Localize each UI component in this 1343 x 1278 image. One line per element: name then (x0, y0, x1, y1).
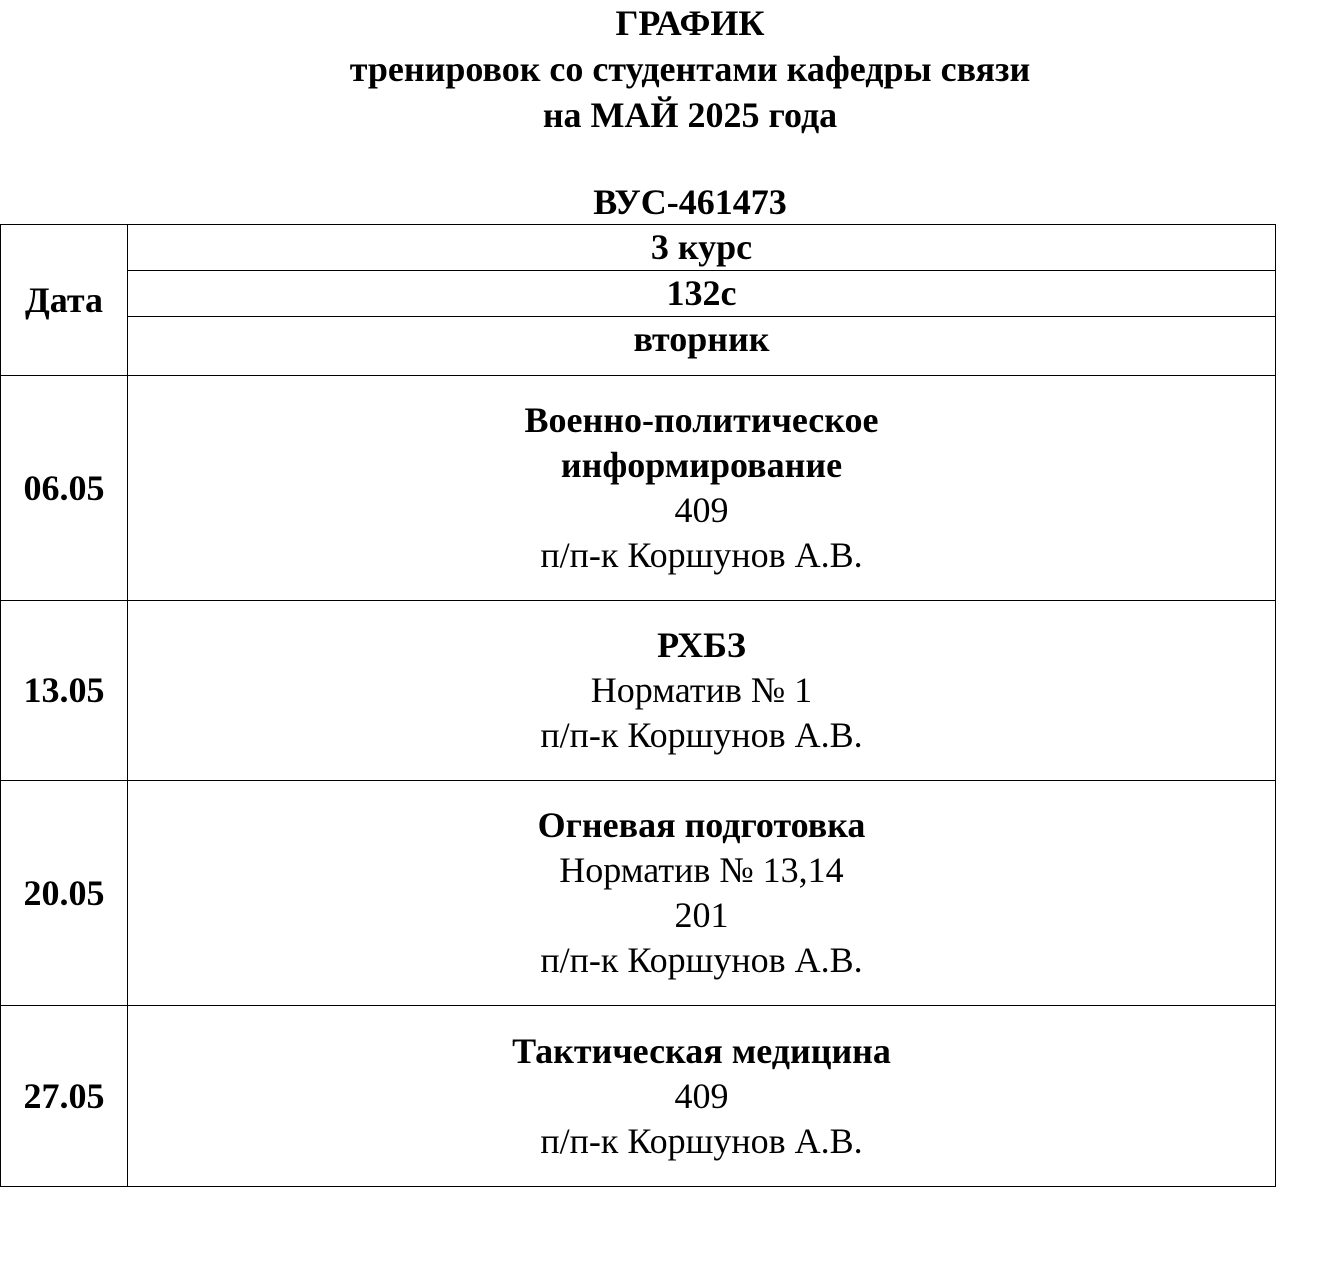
header-row-weekday (1, 317, 1276, 376)
weekday-header: вторник (128, 317, 1276, 376)
table-row (1, 601, 1276, 781)
row-instructor: п/п-к Коршунов А.В. (540, 1120, 863, 1161)
title-subheading: тренировок со студентами кафедры связи (349, 49, 1031, 89)
row-standard: Норматив № 13,14 (559, 850, 844, 890)
row-room: 201 (674, 895, 729, 935)
title-period: на МАЙ 2025 года (542, 95, 838, 135)
table-row (1, 376, 1276, 601)
row-subject: РХБЗ (657, 625, 746, 665)
row-subject: Огневая подготовка (537, 805, 866, 845)
row-date: 13.05 (1, 601, 128, 781)
table-row (1, 1006, 1276, 1187)
row-entry (128, 601, 1276, 781)
row-entry (128, 781, 1276, 1006)
row-subject: Военно-политическое (524, 400, 879, 440)
header-row-course (1, 225, 1276, 271)
row-instructor: п/п-к Коршунов А.В. (540, 940, 863, 980)
row-room: 409 (674, 490, 729, 530)
row-subject: Тактическая медицина (512, 1030, 891, 1071)
row-instructor: п/п-к Коршунов А.В. (540, 535, 863, 575)
document-title (0, 0, 1343, 138)
row-subject: информирование (560, 445, 843, 485)
row-date: 20.05 (1, 781, 128, 1006)
row-instructor: п/п-к Коршунов А.В. (540, 715, 863, 755)
row-room: 409 (674, 1075, 729, 1116)
course-header: 3 курс (128, 225, 1276, 271)
date-column-header: Дата (1, 225, 128, 376)
row-date: 27.05 (1, 1006, 128, 1187)
group-header: 132с (128, 271, 1276, 317)
header-row-group (1, 271, 1276, 317)
row-date: 06.05 (1, 376, 128, 601)
row-entry (128, 376, 1276, 601)
row-standard: Норматив № 1 (590, 670, 813, 710)
schedule-table (0, 224, 1276, 1187)
title-heading: ГРАФИК (615, 3, 765, 43)
row-entry (128, 1006, 1276, 1187)
table-row (1, 781, 1276, 1006)
vus-code: ВУС-461473 (593, 182, 787, 222)
